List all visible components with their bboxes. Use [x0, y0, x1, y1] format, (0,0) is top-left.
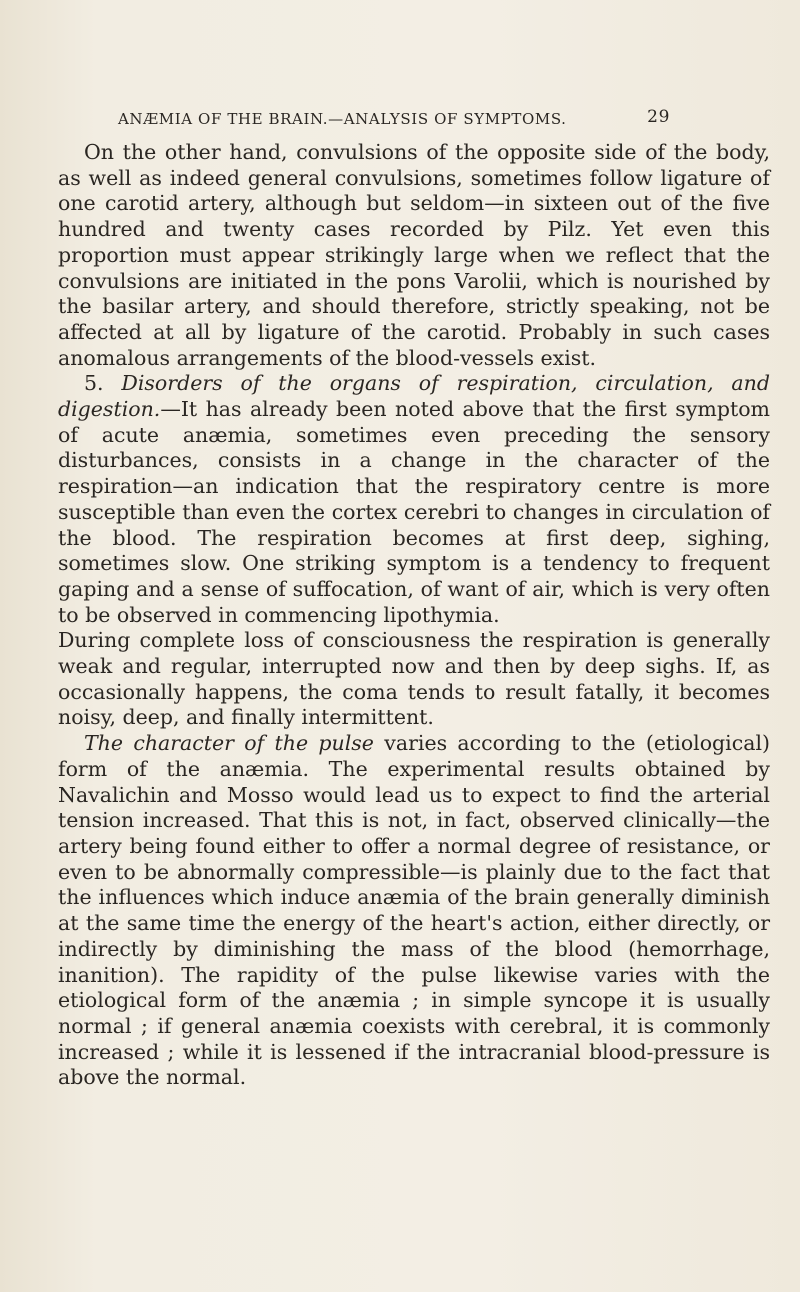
- running-header: [118, 107, 670, 134]
- body-text: [58, 140, 770, 1091]
- section-number: 5.: [84, 371, 104, 396]
- paragraph-disorders-body: —It has already been noted above that the first symptom of acute anæmia, sometimes even preceding the sensory disturbances, consists in a change in the character of the respiration—an indication that the respiratory centre is more susceptible than even the cortex cerebri to changes in circulation of the blood. The respiration becomes at first deep, sighing, sometimes slow. One striking symptom is a tendency to frequent gaping and a sense of suffocation, of want of air, which is very often to be observed in commencing lipothymia.: [58, 397, 770, 627]
- pulse-heading: The character of the pulse: [84, 731, 374, 756]
- paragraph-disorders: [58, 371, 770, 628]
- paragraph-consciousness: During complete loss of consciousness the respiration is generally weak and regular, interrupted now and then by deep sighs. If, as occasionally happens, the coma tends to result fatally, it becomes noisy, deep, and finally intermittent.: [58, 628, 770, 730]
- paragraph-pulse-body: varies according to the (etiological) form of the anæmia. The experimental results obtained by Navalichin and Mosso would lead us to expect to find the arterial tension increased. That this is not, in fact, observed clinically—the artery being found either to offer a normal degree of resistance, or even to be abnormally compressible—is plainly due to the fact that the influences which induce anæmia of the brain generally diminish at the same time the energy of the heart's action, either directly, or indirectly by diminishing the mass of the blood (hemorrhage, inanition). The rapidity of the pulse likewise varies with the etiological form of the anæmia ; in simple syncope it is usually normal ; if general anæmia coexists with cerebral, it is commonly increased ; while it is lessened if the intracranial blood-pressure is above the normal.: [58, 731, 770, 1090]
- paragraph-convulsions: On the other hand, convulsions of the opposite side of the body, as well as indeed general convulsions, sometimes follow ligature of one carotid artery, although but seldom—in sixteen out of the five hundred and twenty cases recorded by Pilz. Yet even this proportion must appear strikingly large when we reflect that the convulsions are initiated in the pons Varolii, which is nourished by the basilar artery, and should therefore, strictly speaking, not be affected at all by ligature of the carotid. Probably in such cases anomalous arrangements of the blood-vessels exist.: [58, 140, 770, 370]
- section-heading: Disorders of the organs of respiration, circulation, and digestion.: [58, 371, 770, 422]
- running-title: ANÆMIA OF THE BRAIN.—ANALYSIS OF SYMPTOMS.: [118, 110, 567, 128]
- paragraph-pulse: [58, 731, 770, 1091]
- page-number: 29: [647, 107, 670, 127]
